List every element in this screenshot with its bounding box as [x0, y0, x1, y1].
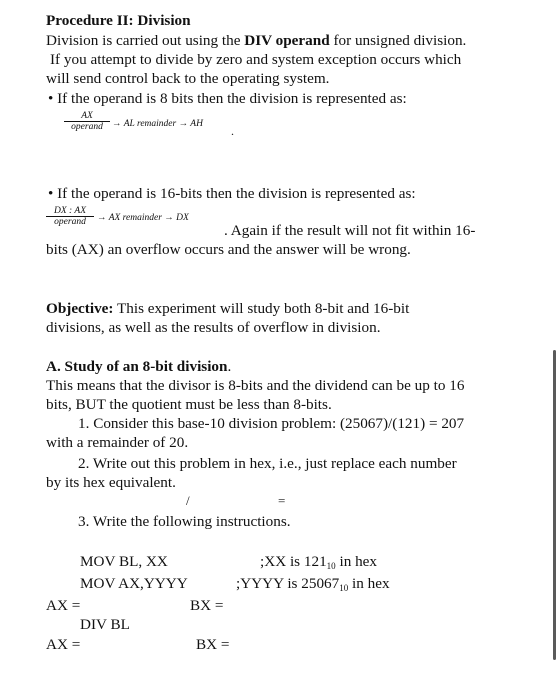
instruction-mov-ax: MOV AX,YYYY	[80, 575, 188, 592]
instruction-div-bl: DIV BL	[80, 616, 130, 633]
bullet-16bit-text: • If the operand is 16-bits then the division is represented as:	[48, 185, 416, 202]
formula-8bit-dot: .	[231, 124, 234, 138]
section-a-title	[46, 358, 231, 376]
div-operand-term: DIV operand	[244, 32, 330, 49]
base-subscript: 10	[326, 561, 336, 571]
comment-text: ;YYYY is 25067	[236, 575, 340, 592]
formula-8bit-result: → AL remainder → AH	[112, 119, 203, 129]
comment-xx	[260, 553, 377, 571]
comment-yyyy	[236, 575, 390, 593]
step-3-line: 3. Write the following instructions.	[78, 513, 291, 530]
step-1-line-1: 1. Consider this base-10 division problem: (25067)/(121) = 207	[78, 415, 465, 432]
formula-8bit-fraction	[64, 111, 110, 132]
heading-title: Division	[137, 12, 191, 29]
intro-line-2: If you attempt to divide by zero and system exception occurs which	[50, 51, 462, 68]
formula-16bit-result: → AX remainder → DX	[97, 213, 189, 223]
fraction-numerator: AX	[81, 111, 93, 121]
base-subscript: 10	[339, 583, 349, 593]
heading-prefix: Procedure II:	[46, 12, 134, 29]
formula-16bit-fraction	[46, 206, 94, 227]
section-a-line-2: bits, BUT the quotient must be less than 8-bits.	[46, 396, 332, 413]
step-2-line-1: 2. Write out this problem in hex, i.e., just replace each number	[78, 455, 457, 472]
section-a-title-dot: .	[227, 358, 232, 375]
comment-text: in hex	[335, 553, 378, 570]
fraction-denominator: operand	[71, 122, 103, 132]
comment-text: in hex	[348, 575, 390, 592]
intro-text: Division is carried out using the	[46, 32, 245, 49]
bx-result-label-1: BX =	[190, 597, 224, 614]
bx-result-label-2: BX =	[196, 636, 230, 653]
section-a-title-text: A. Study of an 8-bit division	[46, 358, 228, 375]
fraction-denominator: operand	[54, 217, 86, 227]
page-heading	[46, 12, 191, 30]
intro-line-1	[46, 32, 466, 50]
section-a-line-1: This means that the divisor is 8-bits and the dividend can be up to 16	[46, 377, 465, 394]
fraction-numerator: DX : AX	[53, 206, 86, 216]
comment-text: ;XX is 121	[260, 553, 327, 570]
intro-line-3: will send control back to the operating system.	[46, 70, 330, 87]
hex-division-equals: =	[278, 493, 286, 508]
vertical-scrollbar[interactable]	[553, 350, 556, 660]
ax-result-label-1: AX =	[46, 597, 81, 614]
objective-line-2: divisions, as well as the results of overflow in division.	[46, 319, 381, 336]
bullet-16bit-tail-2: bits (AX) an overflow occurs and the answer will be wrong.	[46, 241, 411, 258]
step-2-line-2: by its hex equivalent.	[46, 474, 176, 491]
bullet-8bit-text: • If the operand is 8 bits then the division is represented as:	[48, 90, 407, 107]
objective-line-1	[46, 300, 409, 318]
hex-division-slash: /	[186, 493, 190, 508]
instruction-mov-bl: MOV BL, XX	[80, 553, 168, 570]
objective-text: This experiment will study both 8-bit and 16-bit	[113, 300, 410, 317]
ax-result-label-2: AX =	[46, 636, 81, 653]
objective-label: Objective:	[46, 300, 114, 317]
intro-text: for unsigned division.	[329, 32, 467, 49]
step-1-line-2: with a remainder of 20.	[46, 434, 189, 451]
bullet-16bit-tail-1: . Again if the result will not fit within 16-	[224, 222, 476, 239]
